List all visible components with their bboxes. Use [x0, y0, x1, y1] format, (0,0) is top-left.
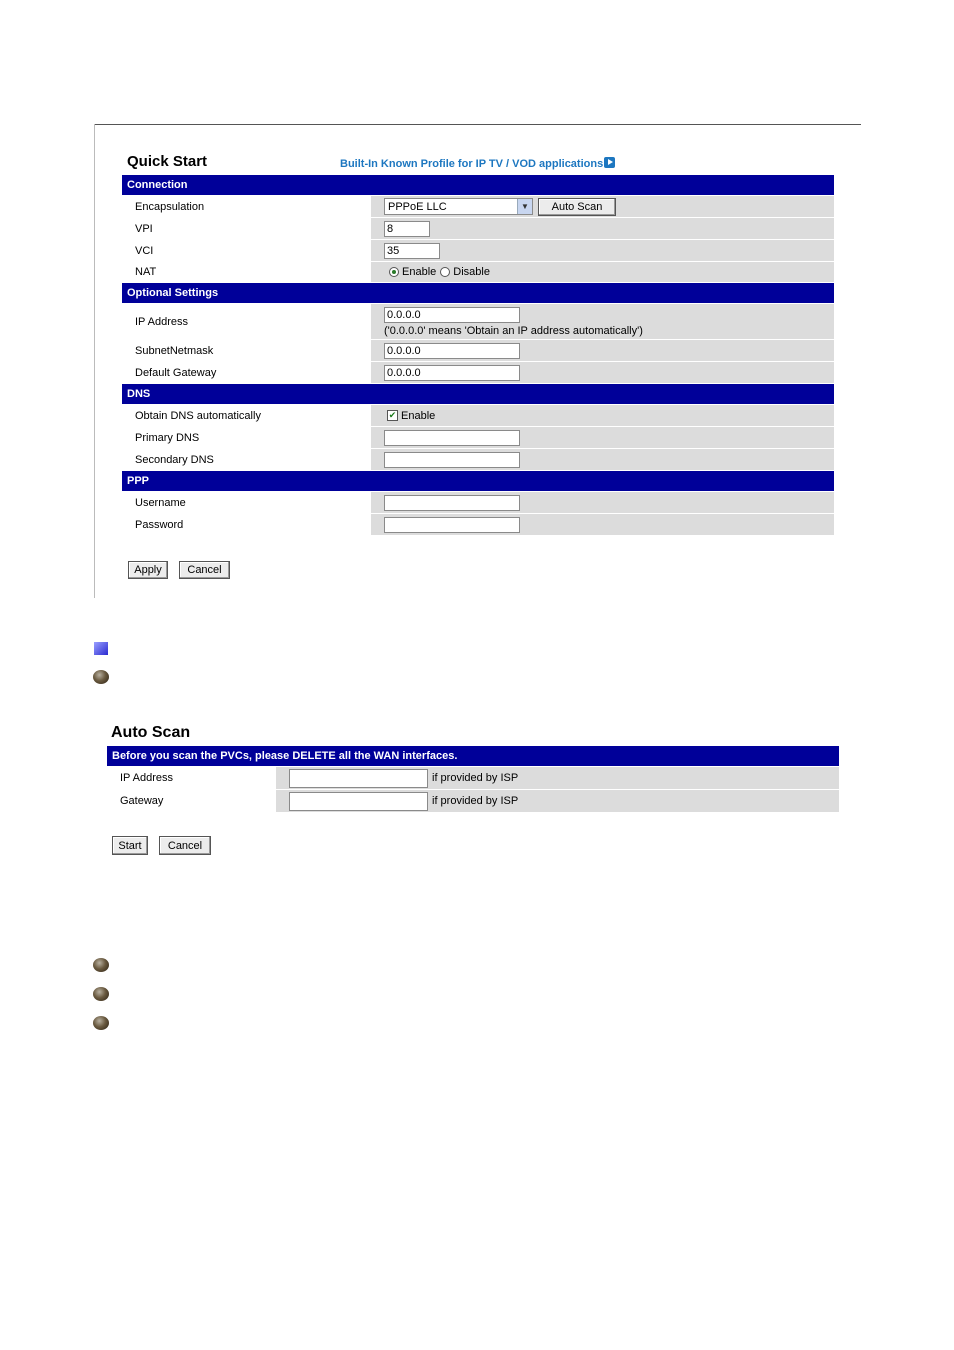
- square-bullet-icon: [94, 642, 108, 655]
- section-ppp: PPP: [122, 471, 834, 491]
- ball-bullet-icon: [93, 1016, 109, 1030]
- auto-scan-gateway-input[interactable]: [289, 792, 428, 811]
- vci-input[interactable]: [384, 243, 440, 259]
- secondary-dns-label: Secondary DNS: [122, 449, 371, 470]
- quick-start-title: Quick Start: [127, 153, 208, 170]
- auto-scan-button[interactable]: Auto Scan: [538, 198, 616, 216]
- nat-row: [122, 262, 834, 282]
- auto-scan-title: Auto Scan: [111, 724, 191, 741]
- auto-scan-warning: Before you scan the PVCs, please DELETE all the WAN interfaces.: [107, 746, 839, 766]
- profile-link[interactable]: [340, 157, 615, 170]
- start-button[interactable]: Start: [112, 836, 148, 855]
- encapsulation-row: [122, 196, 834, 217]
- ball-bullet-icon: [93, 670, 109, 684]
- cancel-button[interactable]: Cancel: [179, 561, 230, 579]
- section-connection: Connection: [122, 175, 834, 195]
- auto-scan-gateway-row: [107, 790, 839, 812]
- encapsulation-value: PPPoE LLC: [388, 200, 447, 213]
- auto-scan-cancel-button[interactable]: Cancel: [159, 836, 211, 855]
- nat-enable-label: Enable: [402, 266, 437, 278]
- auto-scan-ip-row: [107, 767, 839, 789]
- nat-disable-label: Disable: [453, 266, 490, 278]
- auto-scan-ip-input[interactable]: [289, 769, 428, 788]
- gateway-input[interactable]: [384, 365, 520, 381]
- obtain-dns-checkbox[interactable]: ✔: [388, 410, 397, 420]
- username-row: [122, 492, 834, 513]
- quick-start-form: [122, 175, 834, 536]
- vpi-input[interactable]: [384, 221, 430, 237]
- play-icon[interactable]: [604, 157, 615, 168]
- ball-bullet-icon: [93, 958, 109, 972]
- subnet-input[interactable]: [384, 343, 520, 359]
- auto-scan-gateway-label: Gateway: [107, 790, 276, 812]
- auto-scan-gateway-hint: if provided by ISP: [432, 795, 519, 807]
- ip-address-label: IP Address: [122, 304, 371, 339]
- frame-top-border: [94, 124, 861, 125]
- ip-address-input[interactable]: [384, 307, 520, 323]
- nat-enable-radio[interactable]: [389, 267, 399, 277]
- secondary-dns-row: [122, 449, 834, 470]
- obtain-dns-label: Obtain DNS automatically: [122, 405, 371, 426]
- encapsulation-select[interactable]: [384, 198, 533, 215]
- primary-dns-input[interactable]: [384, 430, 520, 446]
- vpi-row: [122, 218, 834, 239]
- subnet-label: SubnetNetmask: [122, 340, 371, 361]
- auto-scan-ip-hint: if provided by ISP: [432, 772, 519, 784]
- chevron-down-icon[interactable]: ▼: [517, 199, 532, 214]
- auto-scan-ip-label: IP Address: [107, 767, 276, 789]
- obtain-dns-option: Enable: [401, 409, 436, 422]
- gateway-label: Default Gateway: [122, 362, 371, 383]
- password-label: Password: [122, 514, 371, 535]
- obtain-dns-row: [122, 405, 834, 426]
- gateway-row: [122, 362, 834, 383]
- nat-disable-radio[interactable]: [440, 267, 450, 277]
- section-dns: DNS: [122, 384, 834, 404]
- password-input[interactable]: [384, 517, 520, 533]
- username-label: Username: [122, 492, 371, 513]
- ip-address-note: ('0.0.0.0' means 'Obtain an IP address automatically'): [384, 324, 643, 337]
- section-optional-settings: Optional Settings: [122, 283, 834, 303]
- ball-bullet-icon: [93, 987, 109, 1001]
- subnet-row: [122, 340, 834, 361]
- nat-label: NAT: [122, 262, 371, 282]
- profile-link-label[interactable]: Built-In Known Profile for IP TV / VOD applications: [340, 158, 604, 170]
- frame-left-border: [94, 124, 95, 598]
- vci-label: VCI: [122, 240, 371, 261]
- apply-button[interactable]: Apply: [128, 561, 168, 579]
- auto-scan-form: [107, 746, 839, 813]
- primary-dns-row: [122, 427, 834, 448]
- password-row: [122, 514, 834, 535]
- username-input[interactable]: [384, 495, 520, 511]
- encapsulation-label: Encapsulation: [122, 196, 371, 217]
- secondary-dns-input[interactable]: [384, 452, 520, 468]
- vci-row: [122, 240, 834, 261]
- vpi-label: VPI: [122, 218, 371, 239]
- primary-dns-label: Primary DNS: [122, 427, 371, 448]
- ip-address-row: [122, 304, 834, 339]
